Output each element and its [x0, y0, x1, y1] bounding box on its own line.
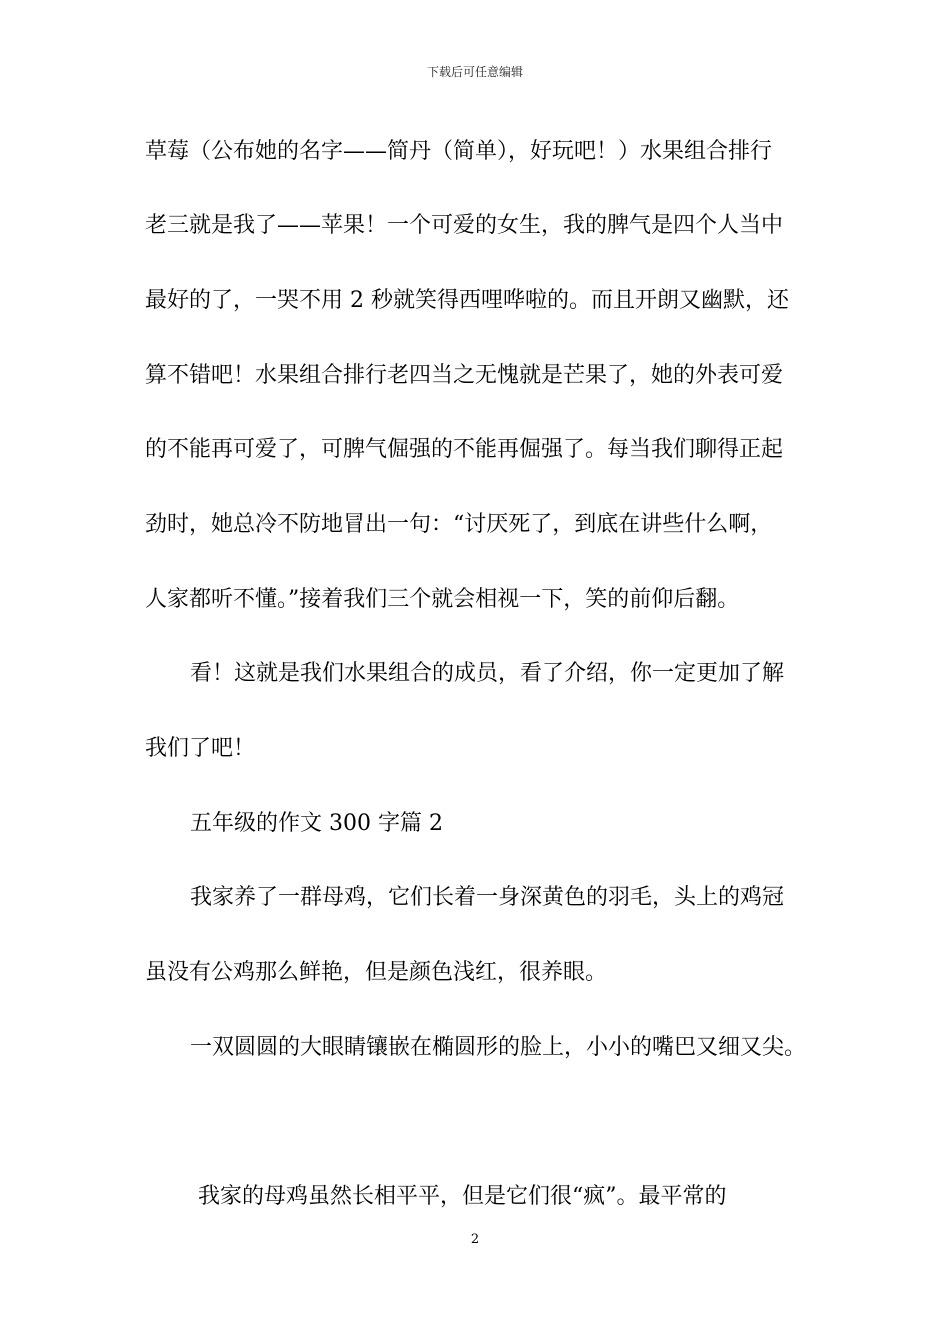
text-line: 一双圆圆的大眼睛镶嵌在椭圆形的脸上，小小的嘴巴又细又尖。: [190, 1035, 807, 1060]
text-line: 最好的了，一哭不用 2 秒就笑得西哩哗啦的。而且开朗又幽默，还: [145, 288, 789, 313]
text-line: 老三就是我了——苹果！一个可爱的女生，我的脾气是四个人当中: [145, 213, 784, 238]
text-line: 人家都听不懂。”接着我们三个就会相视一下，笑的前仰后翻。: [145, 587, 740, 612]
page-number: 2: [470, 1232, 480, 1247]
text-line: 虽没有公鸡那么鲜艳，但是颜色浅红，很养眼。: [145, 960, 608, 985]
text-line: 看！这就是我们水果组合的成员，看了介绍，你一定更加了解: [190, 661, 785, 686]
text-line: 草莓（公布她的名字——简丹（简单），好玩吧！）水果组合排行: [145, 139, 773, 164]
text-line: 我家养了一群母鸡，它们长着一身深黄色的羽毛，头上的鸡冠: [190, 885, 785, 910]
text-line: 的不能再可爱了，可脾气倔强的不能再倔强了。每当我们聊得正起: [145, 437, 784, 462]
text-line: 我家的母鸡虽然长相平平，但是它们很“疯”。最平常的: [198, 1184, 727, 1209]
text-line: 算不错吧！水果组合排行老四当之无愧就是芒果了，她的外表可爱: [145, 363, 784, 388]
text-line: 劲时，她总冷不防地冒出一句：“讨厌死了，到底在讲些什么啊，: [145, 512, 773, 537]
section-heading: 五年级的作文 300 字篇 2: [190, 811, 443, 836]
text-line: 我们了吧！: [145, 736, 256, 761]
page-header: 下载后可任意编辑: [426, 65, 523, 79]
